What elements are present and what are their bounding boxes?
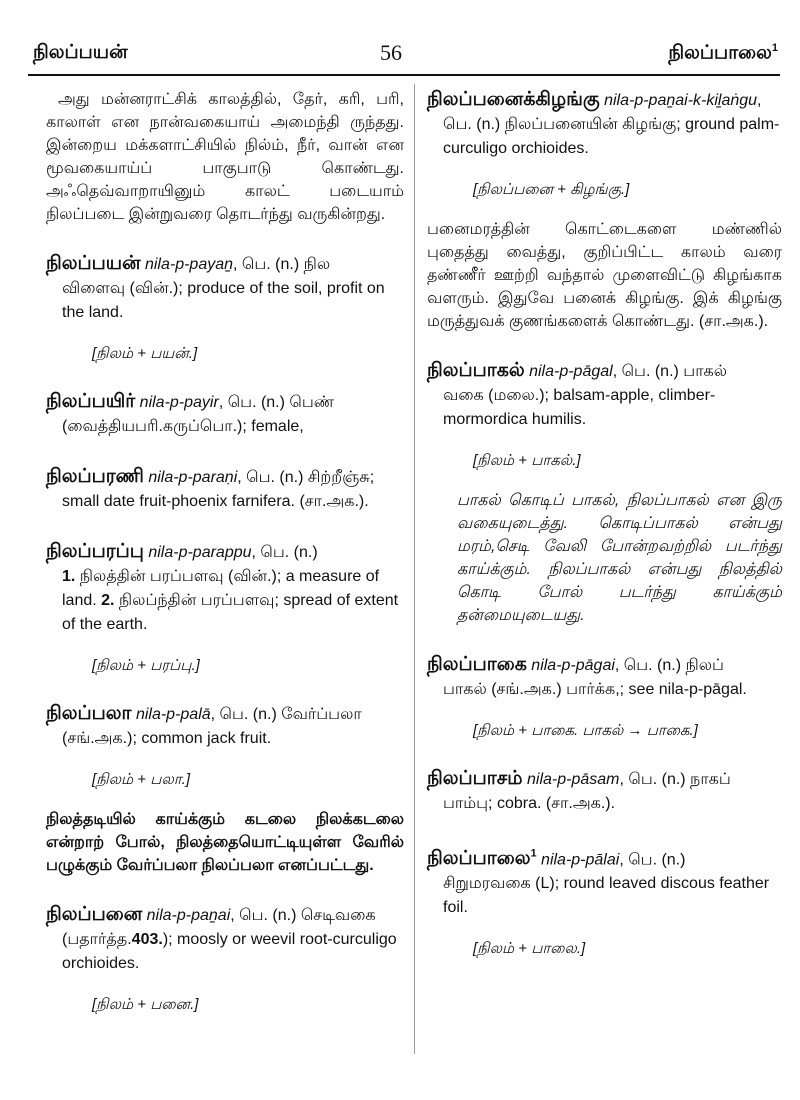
etymology: [நிலம் + பாலை.] — [473, 940, 586, 958]
headword-sup: 1 — [530, 848, 537, 860]
grammar: , பெ. (n.) செடிவகை — [230, 907, 376, 924]
etymology: [நிலம் + பாகை. பாகல் → பாகை.] — [473, 722, 698, 739]
grammar: , பெ. (n.) வேர்ப்பலா — [210, 706, 362, 723]
entry-first-line — [46, 390, 404, 415]
headword: நிலப்பலா — [46, 703, 132, 724]
left-column — [46, 88, 404, 1041]
header-rule — [28, 74, 780, 76]
headword: நிலப்பாசம் — [427, 768, 523, 789]
transliteration: nila-p-paṉai-k-kiḻaṅgu — [604, 92, 758, 109]
headword: நிலப்பாகல் — [427, 360, 525, 381]
entry-nilappayan — [46, 252, 404, 364]
running-head-left: நிலப்பயன் — [33, 42, 128, 63]
grammar: , பெ. (n.) நாகப் — [619, 771, 731, 788]
headword — [427, 848, 537, 869]
entry-first-line — [427, 359, 782, 384]
entry-first-line — [427, 842, 782, 872]
definition: பெ. (n.) நிலப்பனையின் கிழங்கு; ground palm-curculigo orchioides. — [443, 116, 780, 157]
entry-nilapparappu — [46, 540, 404, 676]
definition: பாம்பு; cobra. (சா.அக.). — [443, 795, 616, 812]
grammar: , பெ. (n.) பாகல் — [612, 363, 728, 380]
transliteration: nila-p-parappu — [148, 544, 252, 561]
etymology: [நிலம் + பலா.] — [92, 771, 190, 788]
entry-nilappayir — [46, 390, 404, 439]
definition — [62, 565, 404, 637]
transliteration: nila-p-palā — [135, 706, 211, 723]
definition-part: ); moosly or weevil root-curculigo orchioides. — [62, 931, 397, 972]
transliteration: nila-p-pāsam — [526, 771, 620, 788]
definition: small date fruit-phoenix farnifera. (சா.அக.). — [62, 493, 369, 510]
entry-first-line — [46, 465, 404, 490]
definition: பாகல் (சங்.அக.) பார்க்க,; see nila-p-pāgal. — [443, 681, 747, 698]
headword: நிலப்பனைக்கிழங்கு — [427, 89, 600, 110]
etymology: [நிலப்பனை + கிழங்கு.] — [473, 181, 630, 198]
transliteration: nila-p-pālai — [541, 851, 620, 869]
explanatory-note: பாகல் கொடிப் பாகல், நிலப்பாகல் என இரு வகையுடைத்து. கொடிப்பாகல் என்பது மரம்,செடி வேலி போன்றவற்றில் படர்ந்து காய்க்கும். நிலப்பாகல் என்பது நிலத்தில் கொடி போல் படர்ந்து காய்க்கும் தன்மையுடையது. — [457, 492, 782, 624]
transliteration: nila-p-paraṇi — [148, 469, 238, 486]
sense-number: 1. — [62, 568, 76, 585]
entry-first-line — [46, 540, 404, 565]
entry-nilappalai — [427, 842, 782, 959]
entry-nilappanai — [46, 903, 404, 1015]
definition: (சங்.அக.); common jack fruit. — [62, 730, 272, 747]
definition: வகை (மலை.); balsam-apple, climber-mormordica humilis. — [443, 387, 716, 428]
entry-nilappasam — [427, 767, 782, 816]
entry-first-line — [427, 88, 782, 113]
entry-nilappagal — [427, 359, 782, 627]
grammar: , பெ. (n.) நில — [233, 256, 331, 273]
entry-nilappanaikkizhangu — [427, 88, 782, 333]
grammar: , பெ. (n.) நிலப் — [614, 657, 724, 674]
right-column — [427, 88, 782, 985]
column-divider — [414, 84, 415, 1054]
running-head-right-text: நிலப்பாலை — [668, 42, 772, 64]
headword: நிலப்பனை — [46, 904, 143, 925]
grammar: , பெ. (n.) பெண் — [218, 394, 335, 411]
headword-text: நிலப்பாலை — [427, 848, 531, 870]
sense-text: நிலப்ந்தின் பரப்பளவு; spread of extent of the earth. — [62, 592, 399, 633]
transliteration: nila-p-paṉai — [146, 907, 231, 924]
headword: நிலப்பயிர் — [46, 391, 136, 412]
sense-number: 2. — [101, 592, 115, 609]
entry-nilappagai — [427, 653, 782, 741]
definition: (வைத்தியபரி.கருப்பொ.); female, — [62, 418, 304, 435]
sense-text: நிலத்தின் பரப்பளவு (வின்.); a measure of land. — [62, 568, 380, 609]
citation-number: 403. — [131, 931, 163, 948]
intro-paragraph: அது மன்னராட்சிக் காலத்தில், தேர், கரி, பரி, காலாள் என நான்வகையாய் அமைந்தி ருந்தது. இன்றைய மக்களாட்சியில் நில்ம், நீர், வான் என மூவகையாய்ப் பாகுபாடு கொண்டது. அஃதெவ்வாறாயினும் காலட் படையாம் நிலப்படை இன்றுவரை தொடர்ந்து வருகின்றது. — [46, 91, 404, 223]
transliteration: nila-p-pāgai — [531, 657, 615, 674]
entry-first-line — [46, 252, 404, 277]
etymology: [நிலம் + பரப்பு.] — [92, 657, 200, 674]
headword: நிலப்பரணி — [46, 466, 144, 487]
grammar: , பெ. (n.) — [251, 544, 318, 561]
headword: நிலப்பயன் — [46, 253, 141, 274]
grammar: , — [757, 92, 762, 109]
entry-first-line — [427, 653, 782, 678]
entry-first-line — [46, 903, 404, 928]
explanatory-note: பனைமரத்தின் கொட்டைகளை மண்ணில் புதைத்து வைத்து, குறிப்பிட்ட காலம் வரை தண்ணீர் ஊற்றி வந்தால் முளைவிட்டு கிழங்காக வளரும். இதுவே பனைக் கிழங்கு. இக் கிழங்கு மருத்துவக் குணங்களைக் கொண்டது. (சா.அக.). — [427, 221, 782, 330]
entry-first-line — [46, 702, 404, 727]
definition: விளைவு (வின்.); produce of the soil, profit on the land. — [62, 280, 385, 321]
headword: நிலப்பாகை — [427, 654, 527, 675]
etymology: [நிலம் + பாகல்.] — [473, 452, 581, 469]
transliteration: nila-p-payaṉ — [144, 256, 234, 273]
page-number: 56 — [380, 40, 402, 65]
explanatory-note: நிலத்தடியில் காய்க்கும் கடலை நிலக்கடலை என்றாற் போல், நிலத்தையொட்டியுள்ள வேரில் பழுக்கும் வேர்ப்பலா நிலப்பலா எனப்பட்டது. — [46, 811, 404, 874]
grammar: , பெ. (n.) — [619, 851, 686, 869]
etymology: [நிலம் + பனை.] — [92, 996, 199, 1013]
definition — [62, 928, 404, 976]
entry-first-line — [427, 767, 782, 792]
grammar: , பெ. (n.) சிற்றீஞ்சு; — [237, 469, 375, 486]
transliteration: nila-p-payir — [139, 394, 219, 411]
headword: நிலப்பரப்பு — [46, 541, 144, 562]
definition-part: (பதார்த்த. — [62, 931, 132, 948]
etymology: [நிலம் + பயன்.] — [92, 345, 198, 362]
transliteration: nila-p-pāgal — [529, 363, 613, 380]
running-head-right — [668, 42, 778, 66]
entry-nilapparani — [46, 465, 404, 514]
running-head-right-sup: 1 — [771, 42, 778, 54]
definition: சிறுமரவகை (L); round leaved discous feather foil. — [443, 875, 770, 917]
entry-nilappala — [46, 702, 404, 877]
